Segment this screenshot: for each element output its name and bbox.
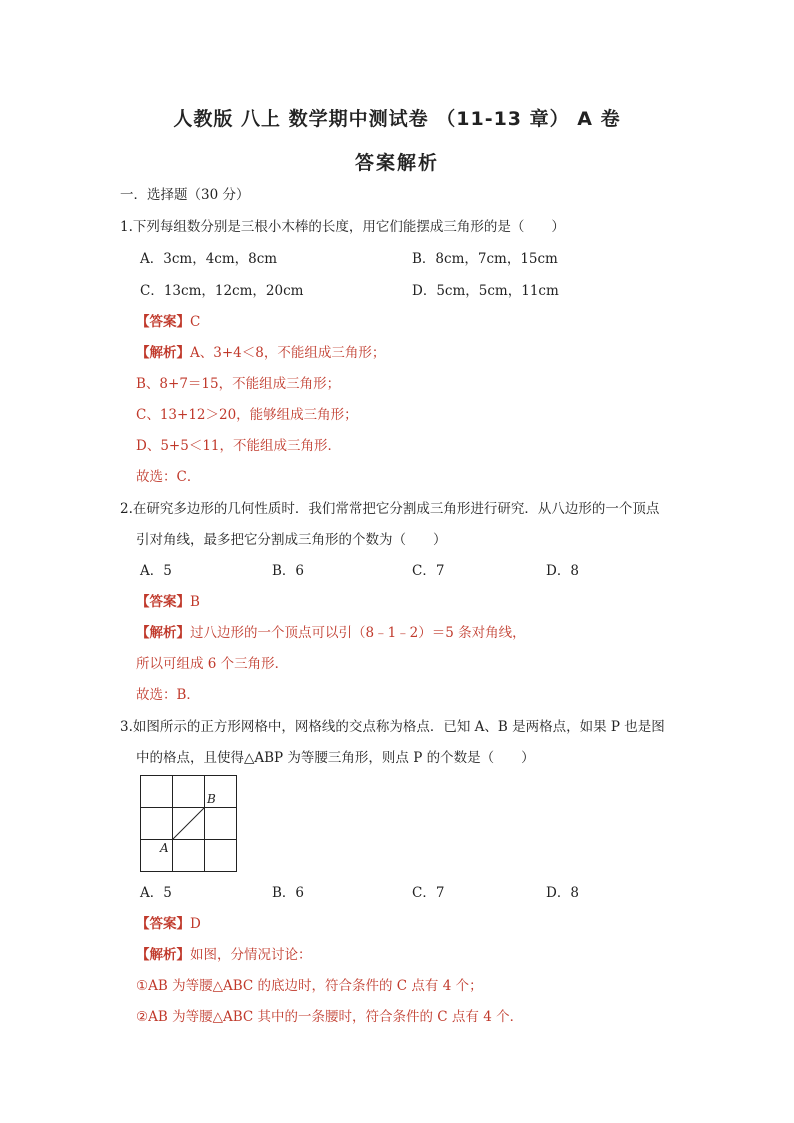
answer-label: 【答案】 bbox=[136, 314, 190, 330]
q3-answer bbox=[136, 915, 201, 933]
q1-analysis-line-2: B、8+7＝15，不能组成三角形； bbox=[136, 376, 341, 392]
q2-analysis-line-2: 所以可组成 6 个三角形． bbox=[136, 656, 289, 672]
answer-value: B bbox=[190, 594, 200, 610]
q1-stem: 1.下列每组数分别是三根小木棒的长度，用它们能摆成三角形的是（ ） bbox=[120, 219, 565, 235]
analysis-text: 如图，分情况讨论： bbox=[190, 947, 312, 963]
q3-option-a: A．5 bbox=[140, 885, 172, 901]
answer-label: 【答案】 bbox=[136, 916, 190, 932]
point-b-label: B bbox=[207, 792, 216, 806]
q2-option-d: D．8 bbox=[546, 563, 579, 579]
answer-label: 【答案】 bbox=[136, 594, 190, 610]
q2-analysis-line-1 bbox=[136, 624, 526, 642]
section-heading: 一．选择题（30 分） bbox=[120, 187, 250, 203]
square-grid-figure bbox=[140, 775, 238, 873]
q3-analysis-line-2: ①AB 为等腰△ABC 的底边时，符合条件的 C 点有 4 个； bbox=[136, 978, 483, 994]
page-subtitle: 答案解析 bbox=[354, 152, 439, 174]
page-title: 人教版 八上 数学期中测试卷 （11-13 章） A 卷 bbox=[173, 108, 621, 130]
q3-stem-line-1: 3.如图所示的正方形网格中，网格线的交点称为格点．已知 A、B 是两格点，如果 P 也是图 bbox=[120, 719, 665, 735]
q2-option-b: B．6 bbox=[272, 563, 305, 579]
q1-option-a: A．3cm，4cm，8cm bbox=[140, 251, 278, 267]
q2-stem-line-1: 2.在研究多边形的几何性质时．我们常常把它分割成三角形进行研究．从八边形的一个顶点 bbox=[120, 501, 660, 517]
analysis-label: 【解析】 bbox=[136, 345, 190, 361]
analysis-label: 【解析】 bbox=[136, 625, 190, 641]
q1-analysis-line-3: C、13+12＞20，能够组成三角形； bbox=[136, 407, 358, 423]
analysis-label: 【解析】 bbox=[136, 947, 190, 963]
analysis-text: 过八边形的一个顶点可以引（8﹣1﹣2）＝5 条对角线， bbox=[190, 625, 526, 641]
answer-value: D bbox=[190, 916, 201, 932]
q3-option-c: C．7 bbox=[412, 885, 445, 901]
q1-analysis-line-1 bbox=[136, 344, 385, 362]
q2-option-c: C．7 bbox=[412, 563, 445, 579]
q1-analysis-line-4: D、5+5＜11，不能组成三角形． bbox=[136, 438, 341, 454]
q1-option-b: B．8cm，7cm，15cm bbox=[412, 251, 558, 267]
segment-ab bbox=[173, 808, 205, 840]
q1-option-c: C．13cm，12cm，20cm bbox=[140, 283, 304, 299]
q3-stem-line-2: 中的格点，且使得△ABP 为等腰三角形，则点 P 的个数是（ ） bbox=[136, 750, 535, 766]
q2-option-a: A．5 bbox=[140, 563, 172, 579]
point-a-label: A bbox=[160, 841, 169, 855]
q1-option-d: D．5cm，5cm，11cm bbox=[412, 283, 559, 299]
q3-analysis-line-3: ②AB 为等腰△ABC 其中的一条腰时，符合条件的 C 点有 4 个． bbox=[136, 1009, 524, 1025]
answer-value: C bbox=[190, 314, 201, 330]
q3-analysis-line-1 bbox=[136, 946, 312, 964]
q3-option-d: D．8 bbox=[546, 885, 579, 901]
q3-option-b: B．6 bbox=[272, 885, 305, 901]
q2-analysis-line-3: 故选：B． bbox=[136, 687, 200, 703]
q2-answer bbox=[136, 593, 200, 611]
q2-stem-line-2: 引对角线，最多把它分割成三角形的个数为（ ） bbox=[136, 532, 447, 548]
q1-answer bbox=[136, 313, 200, 331]
analysis-text: A、3+4＜8，不能组成三角形； bbox=[190, 345, 386, 361]
q1-analysis-line-5: 故选：C． bbox=[136, 469, 201, 485]
